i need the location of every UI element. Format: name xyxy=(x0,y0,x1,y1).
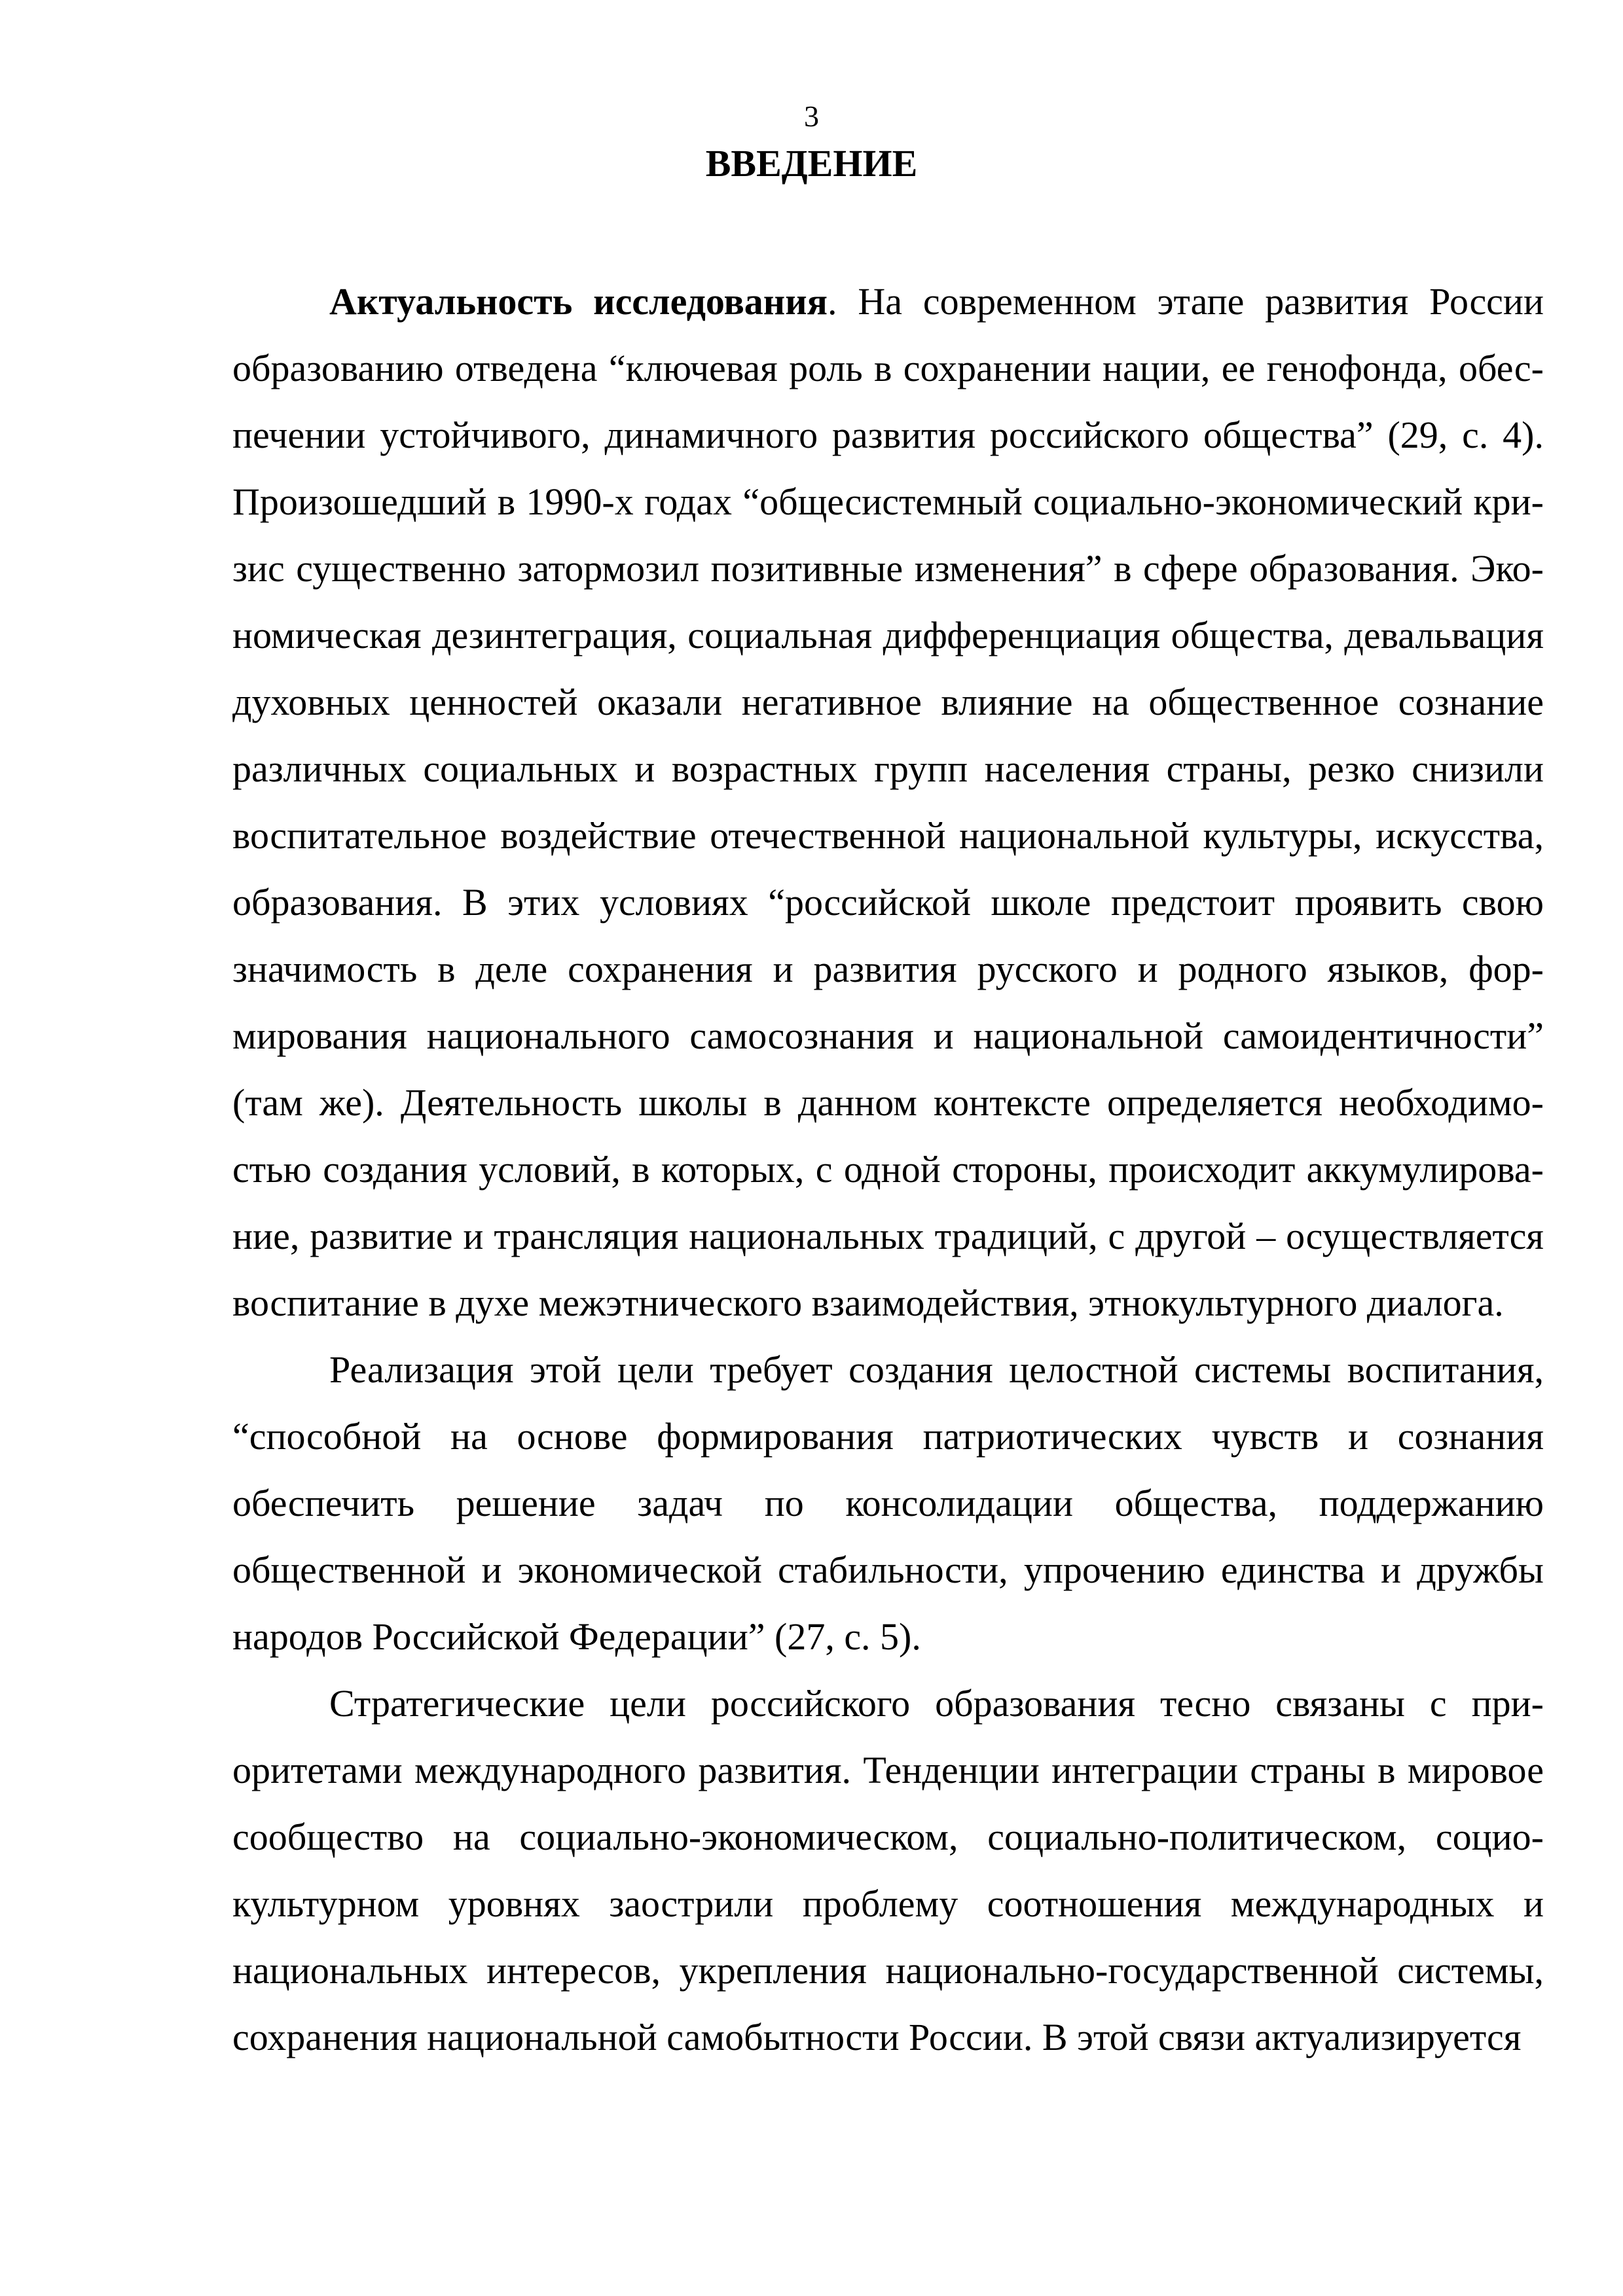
paragraph-strategic-goals xyxy=(232,1670,1544,2071)
paragraph-text: Реализация этой цели требует создания целостной системы воспитания, “способной на основе формирования патриотических чувств и сознания обеспечить решение задач по консолидации общества, поддержанию общественной и экономической стабильности, упрочению единства и дружбы народов Российской Федерации” (27, с. 5). xyxy=(232,1348,1544,1658)
paragraph-text: Стратегические цели российского образования тесно связаны с приоритетами международного развития. Тенденции интеграции страны в мировое сообщество на социально-экономическом, социально-политическом, социокультурном уровнях заострили проблему соотношения международных и национальных интересов, укрепления национально-государственной системы, сохранения национальной самобытности России. В этой связи актуализируется xyxy=(232,1682,1544,2058)
page-title: ВВЕДЕНИЕ xyxy=(705,142,918,185)
paragraph-lead: Актуальность исследования xyxy=(329,280,828,323)
paragraph-text: . На современном этапе развития России образованию отведена “ключевая роль в сохранении нации, ее генофонда, обеспечении устойчивого, динамичного развития российского общества” (29, с. 4). Произошедший в 1990-х годах “общесистемный социально-экономический кризис существенно затормозил позитивные изменения” в сфере образования. Экономическая дезинтеграция, социальная дифференциация общества, девальвация духовных ценностей оказали негативное влияние на общественное сознание различных социальных и возрастных групп населения страны, резко снизили воспитательное воздействие отечественной национальной культуры, искусства, образования. В этих условиях “российской школе предстоит проявить свою значимость в деле сохранения и развития русского и родного языков, формирования национального самосознания и национальной самоидентичности” (там же). Деятельность школы в данном контексте определяется необходимостью создания условий, в которых, с одной стороны, происходит аккумулирование, развитие и трансляция национальных традиций, с другой – осуществляется воспитание в духе межэтнического взаимодействия, этнокультурного диалога. xyxy=(232,280,1544,1324)
paragraph-relevance xyxy=(232,268,1544,1336)
page-number: 3 xyxy=(804,99,819,133)
paragraph-education-system xyxy=(232,1336,1544,1670)
body-text xyxy=(232,268,1544,2071)
